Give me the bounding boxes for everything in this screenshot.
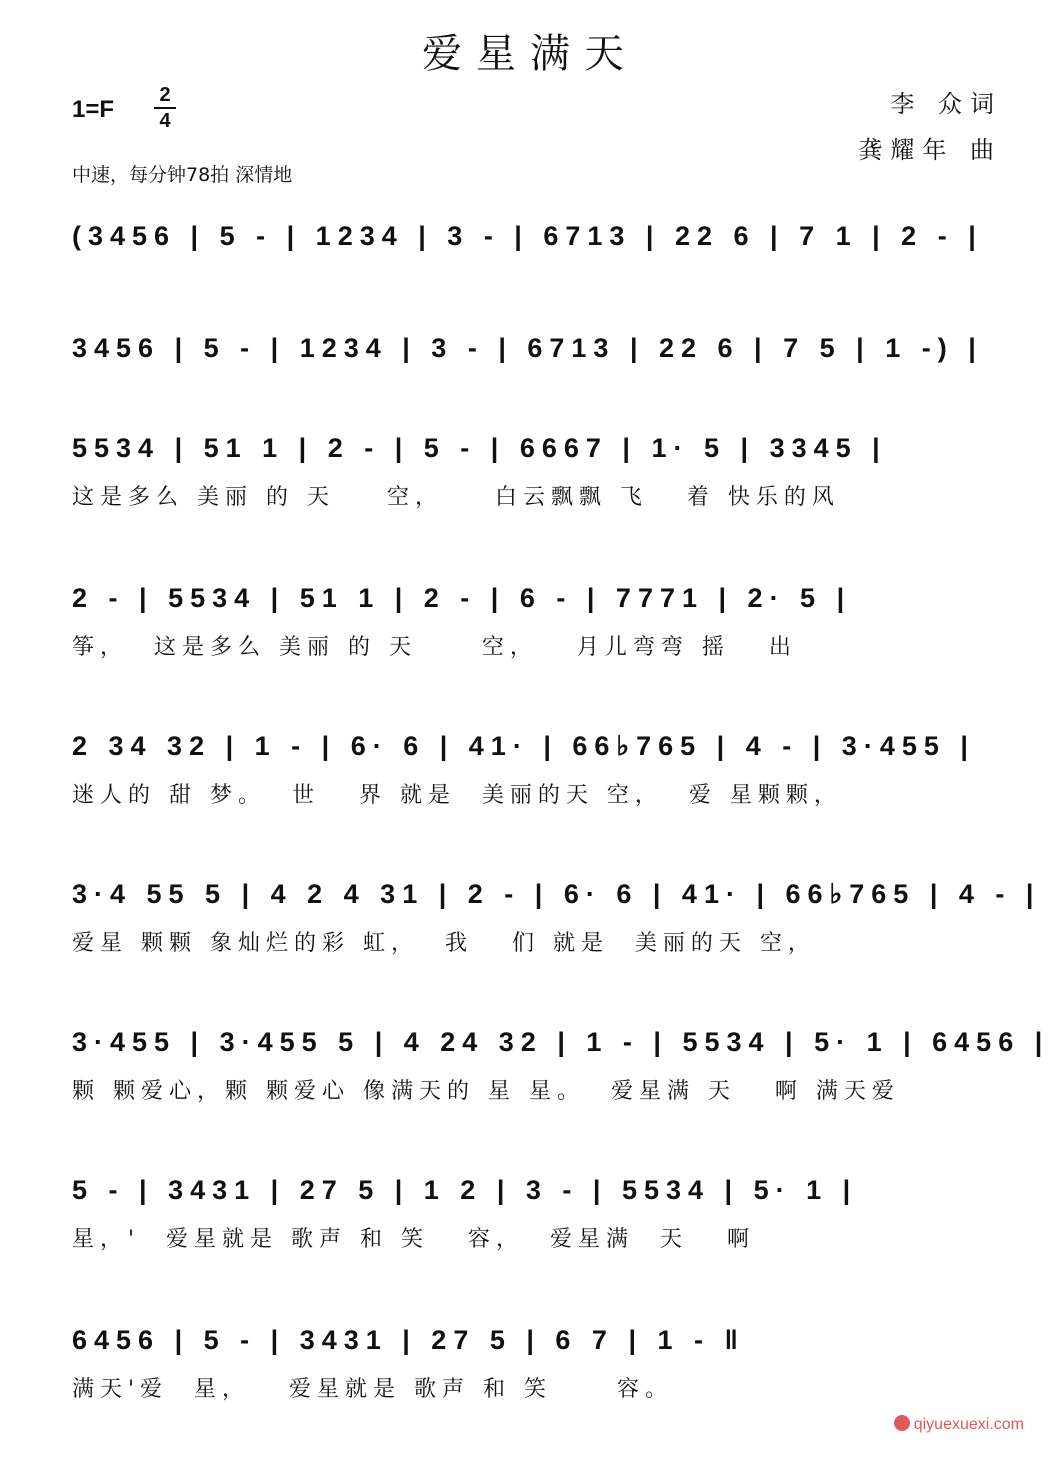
system-notes: 2 34 32 | 1 - | 6· 6 | 41· | 66♭765 | 4 - | 3·455 | xyxy=(72,731,975,761)
key-signature: 1=F xyxy=(72,96,115,123)
system-notes: 5534 | 51 1 | 2 - | 5 - | 6667 | 1· 5 | 3345 | xyxy=(72,433,887,463)
time-signature-top: 2 xyxy=(159,84,171,106)
system-notes: 3·455 | 3·455 5 | 4 24 32 | 1 - | 5534 | 5· 1 | 6456 | xyxy=(72,1027,1050,1057)
time-signature-bottom: 4 xyxy=(159,110,171,132)
system-lyrics: 星，' 爱星就是 歌声 和 笑 容， 爱星满 天 啊 xyxy=(72,1227,755,1252)
site-watermark xyxy=(894,1415,1024,1434)
time-signature-divider xyxy=(154,107,176,109)
tempo-marking: 中速，每分钟78拍 深情地 xyxy=(72,164,293,186)
watermark-text: qiyuexuexi.com xyxy=(913,1416,1024,1433)
composer-credit: 龚耀年 曲 xyxy=(858,136,1002,164)
system-notes: 6456 | 5 - | 3431 | 27 5 | 6 7 | 1 - ‖ xyxy=(72,1325,745,1355)
lyricist-credit: 李 众词 xyxy=(890,90,1002,118)
system-lyrics: 筝， 这是多么 美丽 的 天 空， 月儿弯弯 摇 出 xyxy=(72,635,797,660)
system-lyrics: 爱星 颗颗 象灿烂的彩 虹， 我 们 就是 美丽的天 空， xyxy=(72,931,816,956)
song-title: 爱星满天 xyxy=(422,31,638,77)
system-notes: 2 - | 5534 | 51 1 | 2 - | 6 - | 7771 | 2· 5 | xyxy=(72,583,852,613)
system-notes: 3·4 55 5 | 4 2 4 31 | 2 - | 6· 6 | 41· | 66♭765 | 4 - | xyxy=(72,879,1041,909)
system-notes: 3456 | 5 - | 1234 | 3 - | 6713 | 22 6 | 7 5 | 1 -) | xyxy=(72,333,983,363)
system-notes: 5 - | 3431 | 27 5 | 1 2 | 3 - | 5534 | 5· 1 | xyxy=(72,1175,858,1205)
system-lyrics: 满天'爱 星， 爱星就是 歌声 和 笑 容。 xyxy=(72,1377,673,1402)
system-lyrics: 这是多么 美丽 的 天 空， 白云飘飘 飞 着 快乐的风 xyxy=(72,485,840,510)
system-lyrics: 迷人的 甜 梦。 世 界 就是 美丽的天 空， 爱 星颗颗， xyxy=(72,783,842,808)
system-notes: (3456 | 5 - | 1234 | 3 - | 6713 | 22 6 | 7 1 | 2 - | xyxy=(72,221,983,251)
system-lyrics: 颗 颗爱心，颗 颗爱心 像满天的 星 星。 爱星满 天 啊 满天爱 xyxy=(72,1079,900,1104)
time-signature xyxy=(152,84,178,132)
watermark-logo-icon xyxy=(894,1415,910,1431)
